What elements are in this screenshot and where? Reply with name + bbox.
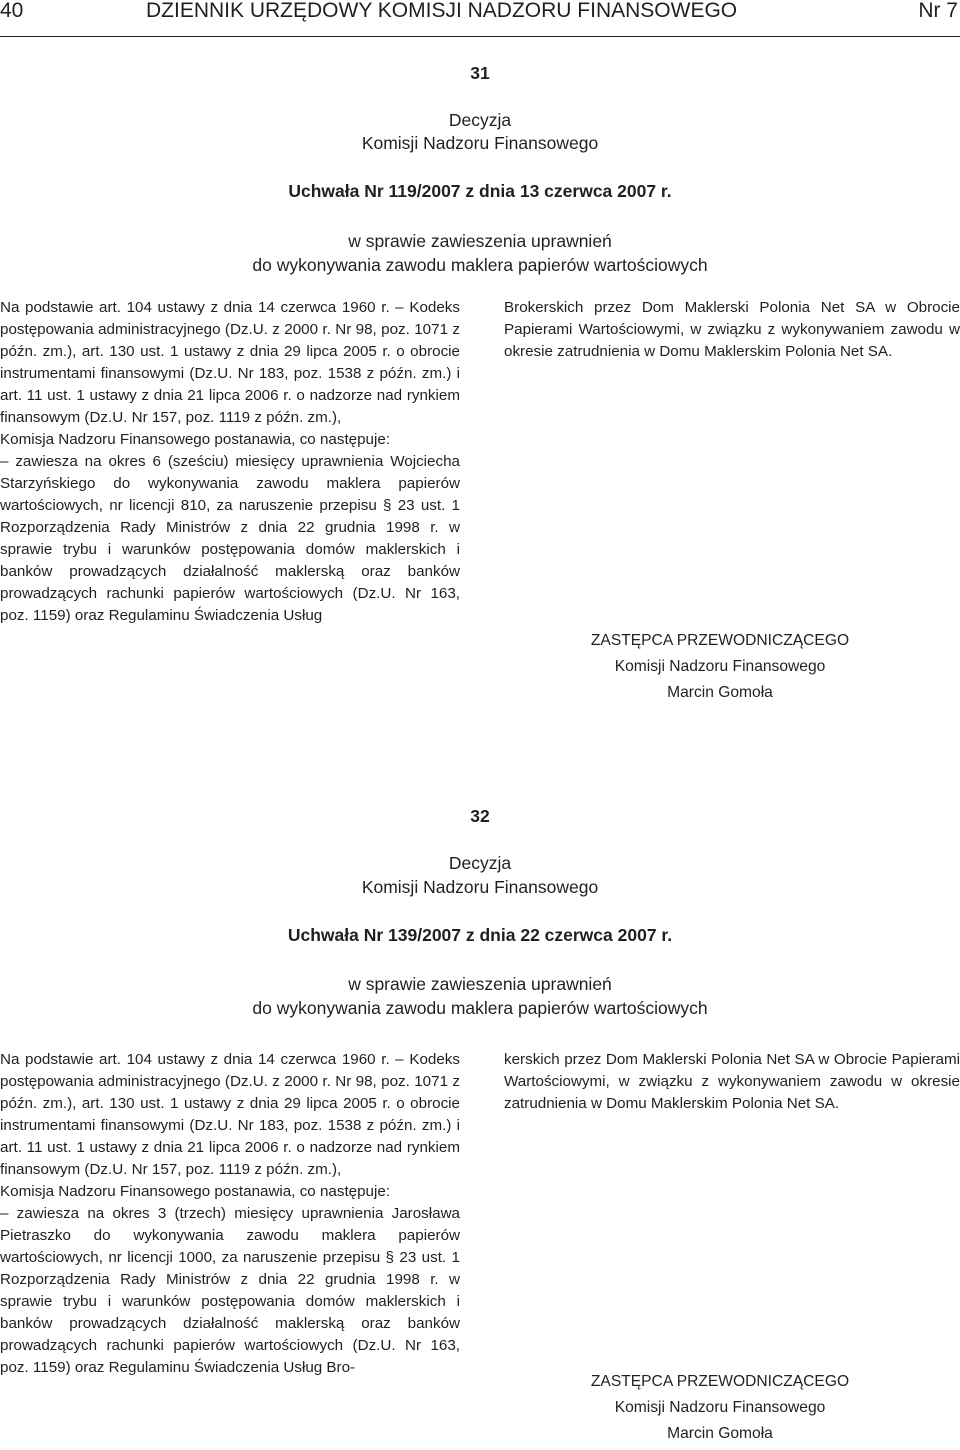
enacting-clause: Komisja Nadzoru Finansowego postanawia, co następuje: (0, 1183, 391, 1200)
signatory-body: Komisji Nadzoru Finansowego (614, 658, 826, 675)
resolution-title: Uchwała Nr 119/2007 z dnia 13 czerwca 2007 r. (288, 181, 672, 201)
subject-line-1: w sprawie zawieszenia uprawnień (348, 231, 612, 251)
signature-block (480, 628, 960, 706)
decision-number: 31 (470, 63, 490, 83)
signatory-body: Komisji Nadzoru Finansowego (614, 1399, 826, 1416)
decision-issuer: Komisji Nadzoru Finansowego (361, 877, 599, 897)
signatory-title: ZASTĘPCA PRZEWODNICZĄCEGO (590, 632, 850, 649)
left-column (0, 1049, 460, 1379)
decision-issuer: Komisji Nadzoru Finansowego (361, 133, 599, 153)
signature-block (480, 1369, 960, 1447)
legal-basis-paragraph: Na podstawie art. 104 ustawy z dnia 14 czerwca 1960 r. – Kodeks postępowania administracyjnego (Dz.U. z 2000 r. Nr 98, poz. 1071 z późn. zm.), art. 130 ust. 1 ustawy z dnia 29 lipca 2005 r. o obrocie instrumentami finansowymi (Dz.U. Nr 183, poz. 1538 z późn. zm.) i art. 11 ust. 1 ustawy z dnia 21 lipca 2006 r. o nadzorze nad rynkiem finansowym (Dz.U. Nr 157, poz. 1119 z późn. zm.), (0, 299, 460, 426)
enacting-clause: Komisja Nadzoru Finansowego postanawia, co następuje: (0, 431, 391, 448)
subject-line-2: do wykonywania zawodu maklera papierów wartościowych (252, 255, 708, 275)
page-number: 40 (0, 0, 24, 22)
operative-provision: – zawiesza na okres 3 (trzech) miesięcy uprawnienia Jarosława Pietraszko do wykonywania zawodu maklera papierów wartościowych, nr licencji 1000, za naruszenie przepisu § 23 ust. 1 Rozporządzenia Rady Ministrów z dnia 22 grudnia 1998 r. w sprawie trybu i warunków postępowania domów maklerskich i banków prowadzących działalność maklerską oraz banków prowadzących rachunki papierów wartościowych (Dz.U. Nr 163, poz. 1159) oraz Regulaminu Świadczenia Usług Bro- (0, 1205, 460, 1376)
signatory-name: Marcin Gomoła (667, 684, 773, 701)
legal-basis-paragraph: Na podstawie art. 104 ustawy z dnia 14 czerwca 1960 r. – Kodeks postępowania administracyjnego (Dz.U. z 2000 r. Nr 98, poz. 1071 z późn. zm.), art. 130 ust. 1 ustawy z dnia 29 lipca 2005 r. o obrocie instrumentami finansowymi (Dz.U. Nr 183, poz. 1538 z późn. zm.) i art. 11 ust. 1 ustawy z dnia 21 lipca 2006 r. o nadzorze nad rynkiem finansowym (Dz.U. Nr 157, poz. 1119 z późn. zm.), (0, 1051, 460, 1178)
issue-number: Nr 7 (918, 0, 958, 22)
signatory-title: ZASTĘPCA PRZEWODNICZĄCEGO (590, 1373, 850, 1390)
journal-title: DZIENNIK URZĘDOWY KOMISJI NADZORU FINANSOWEGO (146, 0, 738, 22)
operative-provision: – zawiesza na okres 6 (sześciu) miesięcy uprawnienia Wojciecha Starzyńskiego do wykonywania zawodu maklera papierów wartościowych, nr licencji 810, za naruszenie przepisu § 23 ust. 1 Rozporządzenia Rady Ministrów z dnia 22 grudnia 1998 r. w sprawie trybu i warunków postępowania domów maklerskich i banków prowadzących działalność maklerską oraz banków prowadzących rachunki papierów wartościowych (Dz.U. Nr 163, poz. 1159) oraz Regulaminu Świadczenia Usług (0, 453, 460, 624)
operative-provision-continued: Brokerskich przez Dom Maklerski Polonia Net SA w Obrocie Papierami Wartościowymi, w związku z wykonywaniem zawodu w okresie zatrudnienia w Domu Maklerskim Polonia Net SA. (504, 299, 960, 360)
signatory-name: Marcin Gomoła (667, 1425, 773, 1442)
right-column (504, 1049, 960, 1115)
decision-type: Decyzja (448, 853, 512, 873)
decision-number: 32 (470, 806, 490, 826)
right-column (504, 297, 960, 363)
left-column (0, 297, 460, 627)
header-rule (0, 36, 960, 37)
decision-type: Decyzja (448, 110, 512, 130)
subject-line-1: w sprawie zawieszenia uprawnień (348, 974, 612, 994)
operative-provision-continued: kerskich przez Dom Maklerski Polonia Net SA w Obrocie Papierami Wartościowymi, w związku z wykonywaniem zawodu w okresie zatrudnienia w Domu Maklerskim Polonia Net SA. (504, 1051, 960, 1112)
subject-line-2: do wykonywania zawodu maklera papierów wartościowych (252, 998, 708, 1018)
resolution-title: Uchwała Nr 139/2007 z dnia 22 czerwca 2007 r. (287, 925, 673, 945)
running-header (0, 0, 960, 36)
